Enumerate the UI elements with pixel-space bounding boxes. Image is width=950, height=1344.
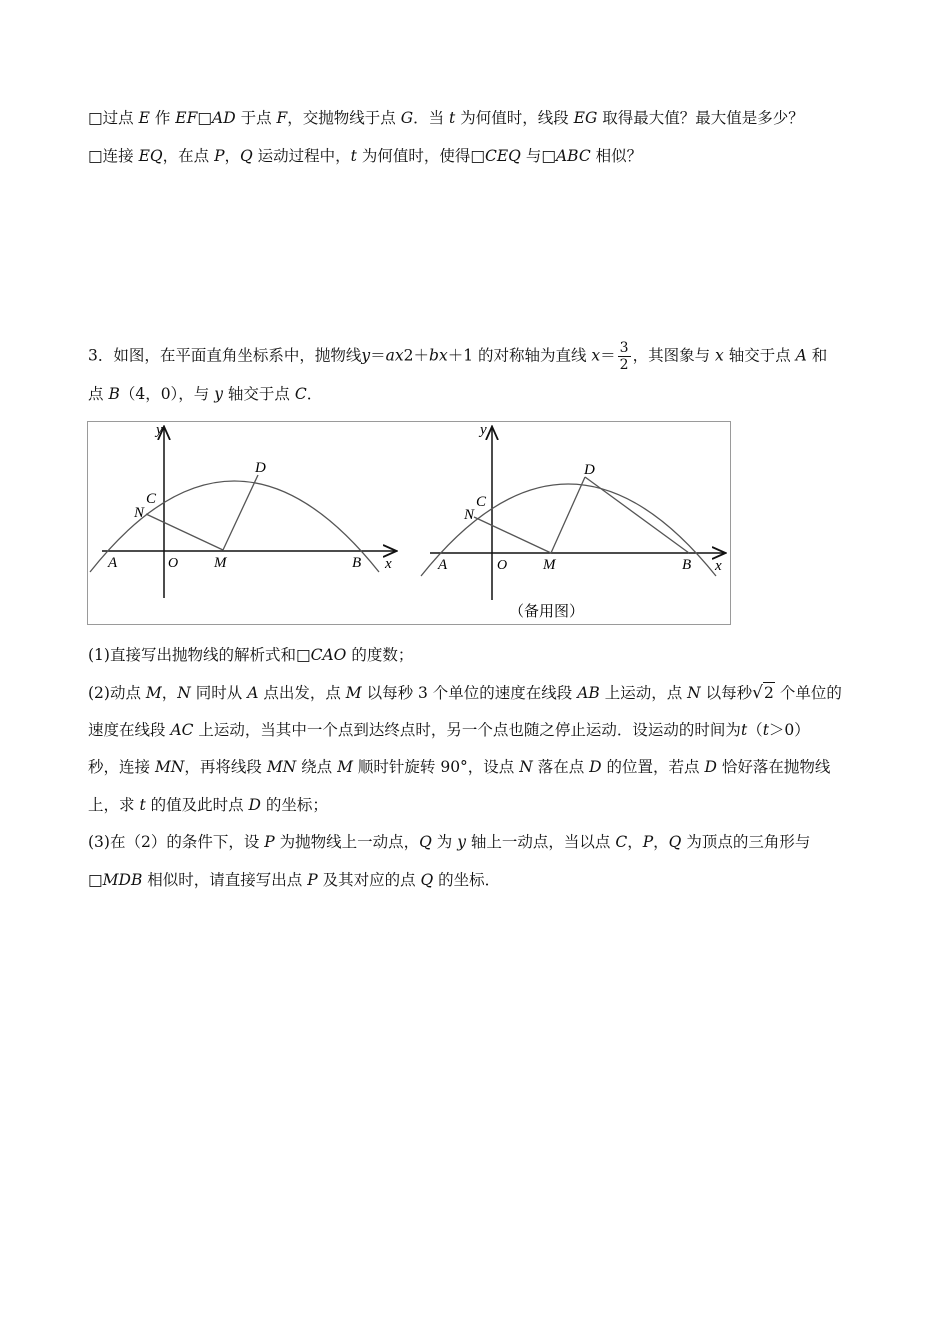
- fraction-three-halves: [618, 340, 631, 373]
- text: ，: [627, 833, 643, 851]
- var: P: [214, 147, 225, 165]
- text: 恰好落在抛物线: [716, 758, 831, 776]
- var: M: [337, 758, 353, 776]
- var: y: [361, 346, 371, 365]
- text: 为何值时，线段: [455, 109, 574, 127]
- text: 过点: [102, 109, 139, 127]
- text: （: [747, 721, 763, 739]
- missing-glyph-box: □: [88, 147, 103, 165]
- text: ，再将线段: [184, 758, 267, 776]
- var: B: [108, 385, 120, 403]
- text: 以每秒 3 个单位的速度在线段: [361, 684, 578, 702]
- var: G: [400, 109, 414, 127]
- var: t: [740, 721, 748, 739]
- text: 轴交于点: [223, 385, 295, 403]
- text: 相似时，请直接写出点: [142, 871, 308, 889]
- var: CAO: [310, 646, 347, 664]
- var: M: [145, 684, 162, 702]
- text: 上运动，点: [599, 684, 688, 702]
- text: 速度在线段: [88, 721, 171, 739]
- text: 点出发，点: [258, 684, 346, 702]
- text: (1)直接写出抛物线的解析式和: [88, 646, 296, 664]
- label-c: C: [476, 494, 487, 510]
- var: F: [276, 109, 288, 127]
- var: t: [762, 721, 769, 739]
- var: D: [589, 758, 602, 776]
- text: 运动过程中，: [252, 147, 351, 165]
- segment-nm: [146, 514, 223, 550]
- text: 于点: [235, 109, 277, 127]
- var: N: [177, 684, 191, 702]
- text: (3)在（2）的条件下，设: [88, 833, 265, 851]
- text: 相似？: [590, 147, 643, 165]
- label-o: O: [168, 556, 179, 571]
- var: EQ: [138, 147, 163, 165]
- text: 的值及此时点: [145, 796, 249, 814]
- label-y: y: [480, 422, 487, 438]
- var: t: [449, 109, 456, 127]
- missing-glyph-box: □: [197, 109, 213, 127]
- var: P: [642, 833, 654, 851]
- var: Q: [419, 833, 432, 851]
- var: D: [704, 758, 717, 776]
- text: 绕点: [296, 758, 338, 776]
- var: C: [615, 833, 628, 851]
- q3-part2-line1: [88, 682, 842, 703]
- text: 及其对应的点: [317, 871, 421, 889]
- text: 轴上一动点，当以点: [465, 833, 616, 851]
- text: ＋1 的对称轴为直线: [447, 346, 592, 365]
- label-b: B: [352, 555, 362, 571]
- var: Q: [240, 147, 253, 165]
- text: 同时从: [190, 684, 248, 702]
- text: 2＋: [403, 346, 430, 365]
- text: 为: [431, 833, 458, 851]
- figure-box: [87, 421, 731, 625]
- missing-glyph-box: □: [88, 109, 103, 127]
- text: ，其图象与: [632, 346, 716, 365]
- fraction-denominator: 2: [619, 357, 629, 373]
- var: MN: [266, 758, 297, 776]
- q3-statement-line2: [88, 384, 322, 404]
- label-c: C: [146, 491, 157, 507]
- text: 的坐标；: [260, 796, 328, 814]
- backup-figure-caption: （备用图）: [509, 602, 585, 620]
- text: ＞0）: [768, 721, 810, 739]
- text: 为顶点的三角形与: [681, 833, 811, 851]
- var: P: [264, 833, 275, 851]
- missing-glyph-box: □: [541, 147, 556, 165]
- sqrt-sign: √: [752, 683, 764, 703]
- var: P: [307, 871, 318, 889]
- var: ax: [385, 346, 404, 365]
- q3-part2-line2: [88, 720, 810, 740]
- segment-md: [223, 475, 258, 550]
- text: 上，求: [88, 796, 140, 814]
- var: Q: [668, 833, 682, 851]
- text: 3．如图，在平面直角坐标系中，抛物线: [88, 346, 362, 365]
- text: 以每秒: [700, 684, 753, 702]
- q3-part3-line1: [88, 832, 810, 852]
- missing-glyph-box: □: [88, 871, 103, 889]
- text: 取得最大值？最大值是多少？: [597, 109, 804, 127]
- text: (2)动点: [88, 684, 146, 702]
- parabola: [421, 484, 716, 576]
- label-d: D: [255, 460, 266, 476]
- text: 作: [149, 109, 176, 127]
- text: 的坐标．: [433, 871, 501, 889]
- text: ＝: [370, 346, 386, 365]
- q3-part3-line2: [88, 870, 500, 890]
- label-x: x: [715, 558, 722, 574]
- var: E: [138, 109, 150, 127]
- var: x: [715, 346, 724, 365]
- text: ，: [653, 833, 669, 851]
- text: 上运动，当其中一个点到达终点时，另一个点也随之停止运动．设运动的时间为: [193, 721, 741, 739]
- parabola-figures: [88, 422, 730, 624]
- label-a: A: [108, 555, 118, 571]
- label-n: N: [134, 505, 145, 521]
- var: ABC: [555, 147, 591, 165]
- label-m: M: [214, 555, 227, 571]
- figure-right: [421, 422, 724, 620]
- missing-glyph-box: □: [295, 646, 311, 664]
- text: 与: [520, 147, 542, 165]
- var: AC: [170, 721, 194, 739]
- var: t: [139, 796, 146, 814]
- segment-md: [551, 477, 585, 553]
- var: N: [519, 758, 533, 776]
- var: AD: [212, 109, 236, 127]
- text: ，在点: [162, 147, 215, 165]
- text: 顺时针旋转 90°，设点: [352, 758, 520, 776]
- var: A: [795, 346, 807, 365]
- q2-part3-line: [88, 146, 642, 166]
- label-b: B: [682, 557, 692, 573]
- label-d: D: [584, 462, 595, 478]
- var: EG: [573, 109, 598, 127]
- label-o: O: [497, 558, 508, 573]
- text: ，: [224, 147, 241, 165]
- text: 为抛物线上一动点，: [274, 833, 420, 851]
- var: bx: [429, 346, 448, 365]
- var: M: [345, 684, 362, 702]
- q3-part1: [88, 645, 413, 665]
- text: ．当: [413, 109, 450, 127]
- var: y: [214, 385, 223, 403]
- var: MN: [154, 758, 185, 776]
- label-a: A: [438, 557, 448, 573]
- text: ．: [306, 385, 323, 403]
- q3-part2-line4: [88, 795, 328, 815]
- var: AB: [577, 684, 600, 702]
- segment-nm: [474, 517, 551, 553]
- text: 的位置，若点: [601, 758, 705, 776]
- label-n: N: [464, 507, 475, 523]
- label-m: M: [543, 557, 556, 573]
- text: 秒，连接: [88, 758, 155, 776]
- var: MDB: [102, 871, 143, 889]
- text: ，: [161, 684, 178, 702]
- var: CEQ: [485, 147, 521, 165]
- q3-statement-line1: [88, 340, 827, 373]
- segment-db: [585, 477, 689, 553]
- var: x: [591, 346, 601, 365]
- sqrt-radicand: 2: [764, 684, 774, 702]
- text: ＝: [600, 346, 616, 365]
- text: 的度数；: [346, 646, 414, 664]
- var: Q: [420, 871, 434, 889]
- q2-part2-line: [88, 108, 804, 128]
- fraction-numerator: 3: [619, 340, 629, 356]
- var: t: [350, 147, 357, 165]
- var: EF: [175, 109, 198, 127]
- text: 落在点: [532, 758, 590, 776]
- text: 轴交于点: [723, 346, 796, 365]
- text: 个单位的: [774, 684, 842, 702]
- text: （4，0），与: [119, 385, 215, 403]
- var: C: [294, 385, 307, 403]
- figure-left: [90, 422, 395, 598]
- var: D: [248, 796, 261, 814]
- text: ，交抛物线于点: [287, 109, 401, 127]
- label-y: y: [156, 422, 163, 438]
- label-x: x: [385, 556, 392, 572]
- text: 和: [806, 346, 828, 365]
- q3-part2-line3: [88, 757, 830, 777]
- var: A: [247, 684, 259, 702]
- text: 点: [88, 385, 109, 403]
- var: N: [687, 684, 701, 702]
- missing-glyph-box: □: [470, 147, 485, 165]
- var: y: [457, 833, 466, 851]
- text: 为何值时，使得: [356, 147, 471, 165]
- text: 连接: [102, 147, 139, 165]
